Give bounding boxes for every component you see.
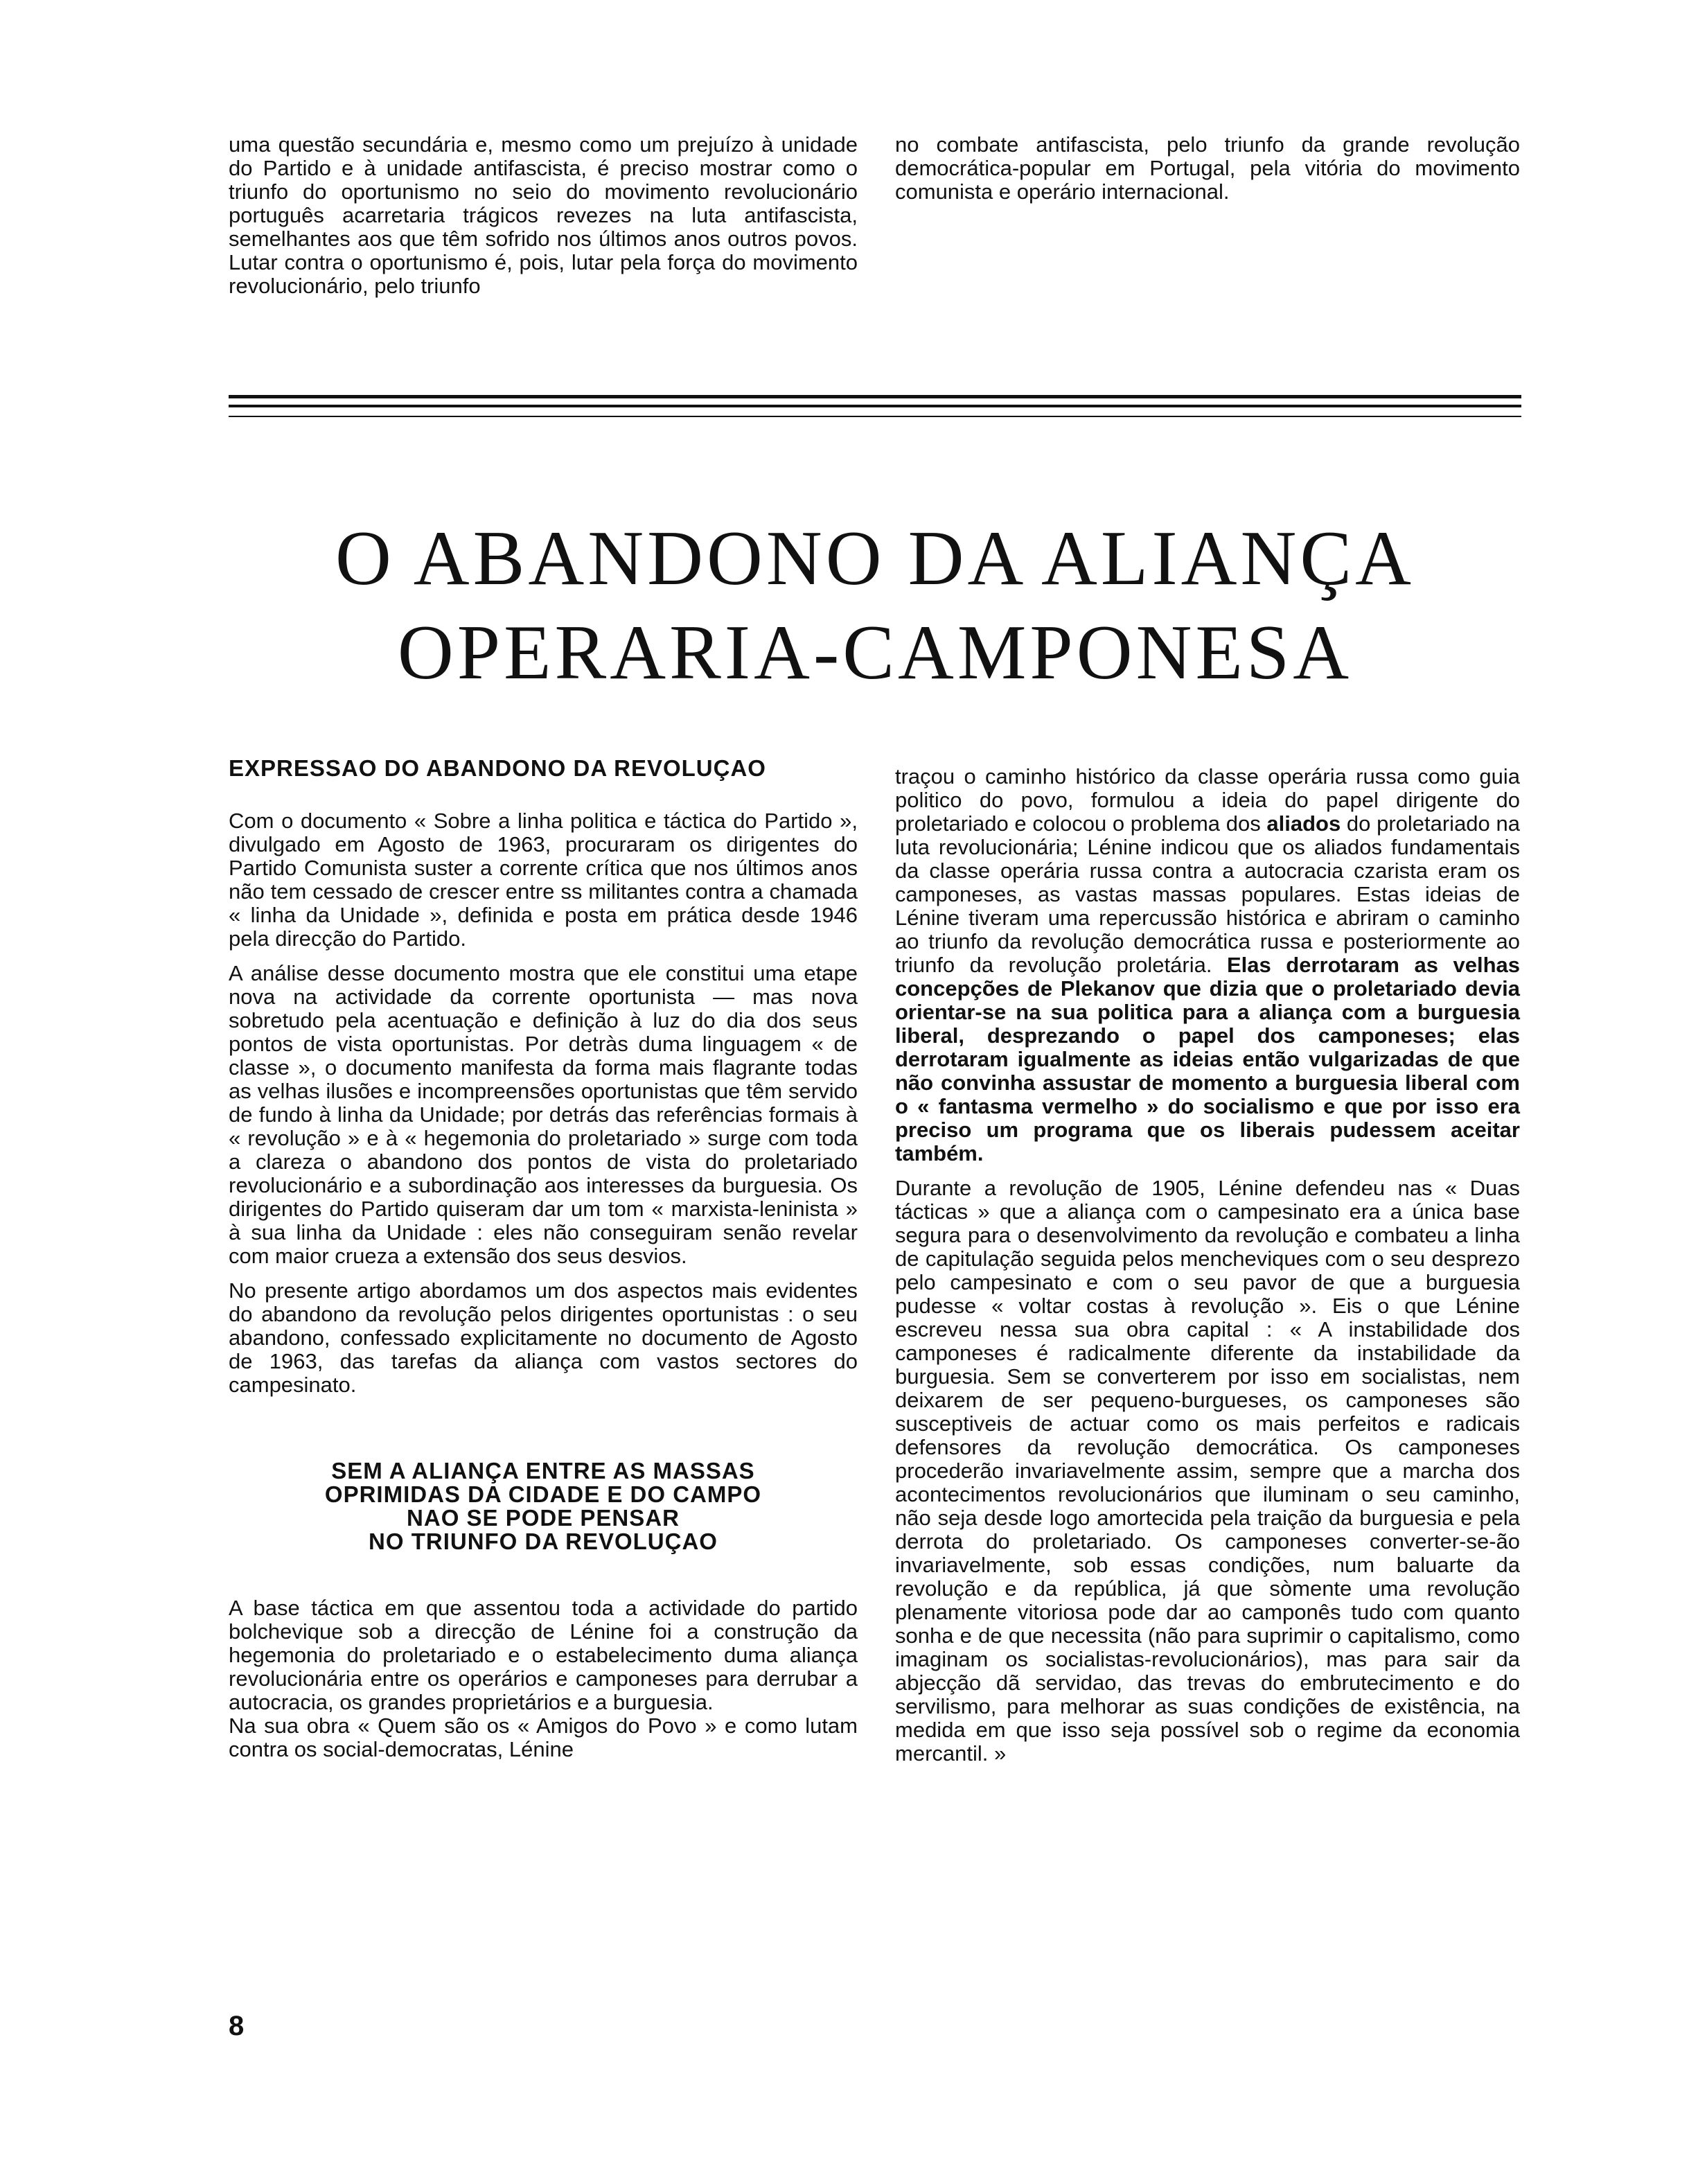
article-right-column [895, 765, 1520, 1765]
body-paragraph: A análise desse documento mostra que ele constitui uma etape nova na actividade da corrente oportunista — mas nova sobretudo pela acentuação e definição à luz do dia dos seus pontos de vista oportunistas. Por detràs duma linguagem « de classe », o documento manifesta da forma mais flagrante todas as velhas ilusões e incompreensões oportunistas que têm servido de fundo à linha da Unidade; por detrás das referências formais à « revolução » e à « hegemonia do proletariado » surge com toda a clareza o abandono dos pontos de vista do proletariado revolucionário e a subordinação aos interesses da burguesia. Os dirigentes do Partido quiseram dar um tom « marxista-leninista » à sua linha da Unidade : eles não conseguiram senão revelar com maior crueza a extensão dos seus desvios. [229, 961, 858, 1268]
article-left-column [229, 757, 858, 1761]
body-paragraph: No presente artigo abordamos um dos aspectos mais evidentes do abandono da revolução pelos dirigentes oportunistas : o seu abandono, confessado explicitamente no documento de Agosto de 1963, das tarefas da aliança com vastos sectores do campesinato. [229, 1278, 858, 1397]
top-right-column [895, 133, 1520, 204]
article-title [229, 511, 1521, 700]
section-heading-line: SEM A ALIANÇA ENTRE AS MASSAS [331, 1458, 755, 1483]
article-title-line-1: O ABANDONO DA ALIANÇA [335, 516, 1415, 601]
section-heading-line: NAO SE PODE PENSAR [407, 1505, 680, 1531]
body-paragraph: A base táctica em que assentou toda a actividade do partido bolchevique sob a direcção de Lénine foi a construção da hegemonia do proletariado e o estabelecimento duma aliança revolucionária entre os operários e camponeses para derrubar a autocracia, os grandes proprietários e a burguesia. [229, 1596, 858, 1714]
section-heading-alliance [229, 1459, 858, 1553]
body-paragraph: Durante a revolução de 1905, Lénine defendeu nas « Duas tácticas » que a aliança com o campesinato era a única base segura para o desenvolvimento da revolução e combateu a linha de capitulação seguida pelos mencheviques com o seu desprezo pelo campesinato e com o seu pavor de que a burguesia pudesse « voltar costas à revolução ». Eis o que Lénine escreveu nessa sua obra capital : « A instabilidade dos camponeses é radicalmente diferente da instabilidade da burguesia. Sem se converterem por isso em socialistas, nem deixarem de ser pequeno-burgueses, os camponeses são susceptiveis de actuar como os mais perfeitos e radicais defensores da revolução democrática. Os camponeses procederão invariavelmente assim, sempre que a marcha dos acontecimentos revolucionários que iluminam o seu caminho, não seja desde logo amortecida pela traição da burguesia e pela derrota do proletariado. Os camponeses converter-se-ão invariavelmente, sob essas condições, num baluarte da revolução e da república, já que sòmente uma revolução plenamente vitoriosa pode dar ao camponês tudo com quanto sonha e de que necessita (não para suprimir o capitalismo, como imaginam os socialistas-revolucionários), mas para sair da abjecção dã servidao, das trevas do embrutecimento e do servilismo, para melhorar as suas condições de existência, na medida em que isso seja possível sob o regime da economia mercantil. » [895, 1176, 1520, 1765]
top-left-column [229, 133, 858, 298]
separator-rule-thick [229, 395, 1521, 398]
article-title-line-2: OPERARIA-CAMPONESA [397, 610, 1353, 696]
emphasis-text: aliados [1266, 811, 1341, 836]
top-right-paragraph: no combate antifascista, pelo triunfo da grande revolução democrática-popular em Portugal, pela vitória do movimento comunista e operário internacional. [895, 132, 1520, 204]
section-heading-line: NO TRIUNFO DA REVOLUÇAO [369, 1529, 718, 1554]
body-text: do proletariado na luta revolucionária; Lénine indicou que os aliados fundamentais da classe operária russa contra a autocracia czarista eram os camponeses, as vastas massas populares. Estas ideias de Lénine tiveram uma repercussão histórica e abriram o caminho ao triunfo da revolução democrática russa e posteriormente ao triunfo da revolução proletária. [895, 811, 1520, 977]
section-heading-line: OPRIMIDAS DA CIDADE E DO CAMPO [324, 1481, 762, 1507]
separator-rule-thin [229, 416, 1521, 417]
top-left-paragraph: uma questão secundária e, mesmo como um prejuízo à unidade do Partido e à unidade antifascista, é preciso mostrar como o triunfo do oportunismo no seio do movimento revolucionário português acarretaria trágicos revezes na luta antifascista, semelhantes aos que têm sofrido nos últimos anos outros povos. Lutar contra o oportunismo é, pois, lutar pela força do movimento revolucionário, pelo triunfo [229, 132, 858, 298]
body-paragraph: Com o documento « Sobre a linha politica e táctica do Partido », divulgado em Agosto de 1963, procuraram os dirigentes do Partido Comunista suster a corrente crítica que nos últimos anos não tem cessado de crescer entre ss militantes contra a chamada « linha da Unidade », definida e posta em prática desde 1946 pela direcção do Partido. [229, 809, 858, 951]
page-number: 8 [229, 2011, 245, 2041]
body-paragraph: Na sua obra « Quem são os « Amigos do Povo » e como lutam contra os social-democratas, Lénine [229, 1714, 858, 1761]
body-paragraph [895, 765, 1520, 1165]
body-text: traçou o caminho histórico da classe operária russa como guia politico do povo, formulou a ideia do papel dirigente do proletariado e colocou o problema dos [895, 764, 1520, 836]
section-heading-expression: EXPRESSAO DO ABANDONO DA REVOLUÇAO [229, 755, 766, 781]
separator-rule-medium [229, 405, 1521, 407]
emphasis-text: Elas derrotaram as velhas concepções de Plekanov que dizia que o proletariado devia orientar-se na sua politica para a aliança com a burguesia liberal, desprezando o papel dos camponeses; elas derrotaram igualmente as ideias então vulgarizadas de que não convinha assustar de momento a burguesia liberal com o « fantasma vermelho » do socialismo e que por isso era preciso um programa que os liberais pudessem aceitar também. [895, 953, 1520, 1165]
